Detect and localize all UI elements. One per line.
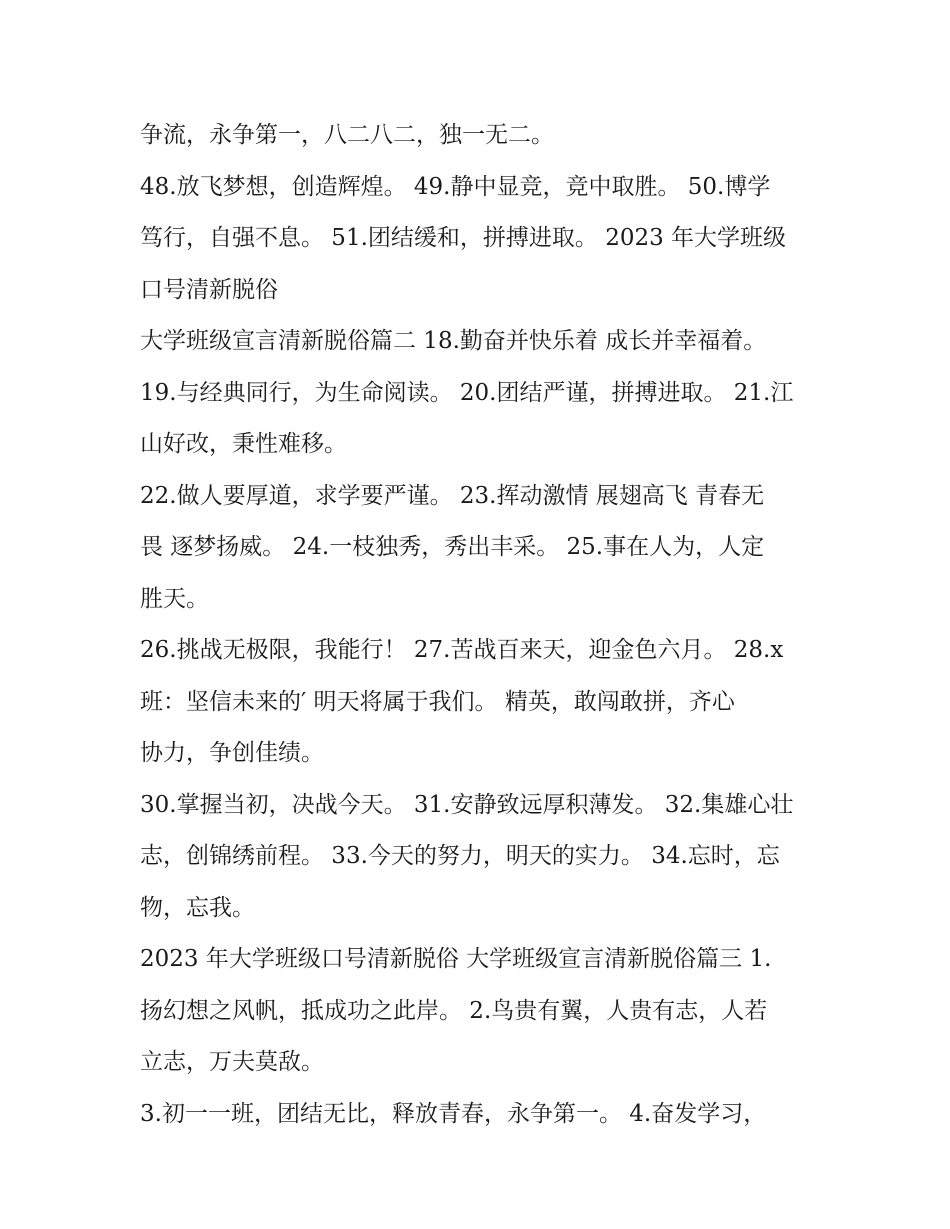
text-line: 口号清新脱俗 <box>140 276 278 303</box>
text-line: 大学班级宣言清新脱俗篇二 18.勤奋并快乐着 成长并幸福着。 <box>140 328 767 354</box>
text-line: 山好改，秉性难移。 <box>140 431 347 457</box>
text-line: 19.与经典同行，为生命阅读。 20.团结严谨，拼搏进取。 21.江 <box>140 379 794 406</box>
text-line: 笃行，自强不息。 51.团结缓和，拼搏进取。 2023 年大学班级 <box>140 225 787 251</box>
text-line: 畏 逐梦扬威。 24.一枝独秀，秀出丰采。 25.事在人为，人定 <box>140 534 765 560</box>
text-line: 48.放飞梦想，创造辉煌。 49.静中显竞，竞中取胜。 50.博学 <box>140 173 771 200</box>
text-line: 班：坚信未来的′ 明天将属于我们。 精英，敢闯敢拼，齐心 <box>140 688 735 715</box>
text-line: 2023 年大学班级口号清新脱俗 大学班级宣言清新脱俗篇三 1. <box>140 946 772 972</box>
document-body <box>140 110 820 1140</box>
text-line: 扬幻想之风帆，抵成功之此岸。 2.鸟贵有翼，人贵有志，人若 <box>140 997 768 1024</box>
text-line: 志，创锦绣前程。 33.今天的努力，明天的实力。 34.忘时，忘 <box>140 843 780 869</box>
text-line: 26.挑战无极限，我能行！ 27.苦战百来天，迎金色六月。 28.x <box>140 637 784 663</box>
text-line: 争流，永争第一，八二八二，独一无二。 <box>140 122 554 148</box>
text-line: 胜天。 <box>140 585 209 612</box>
text-line: 立志，万夫莫敌。 <box>140 1049 324 1075</box>
text-line: 3.初一一班，团结无比，释放青春，永争第一。 4.奋发学习， <box>140 1100 767 1127</box>
text-line: 30.掌握当初，决战今天。 31.安静致远厚积薄发。 32.集雄心壮 <box>140 791 794 818</box>
text-line: 协力，争创佳绩。 <box>140 740 324 766</box>
text-line: 22.做人要厚道，求学要严谨。 23.挥动激情 展翅高飞 青春无 <box>140 482 765 509</box>
text-line: 物，忘我。 <box>140 894 255 921</box>
